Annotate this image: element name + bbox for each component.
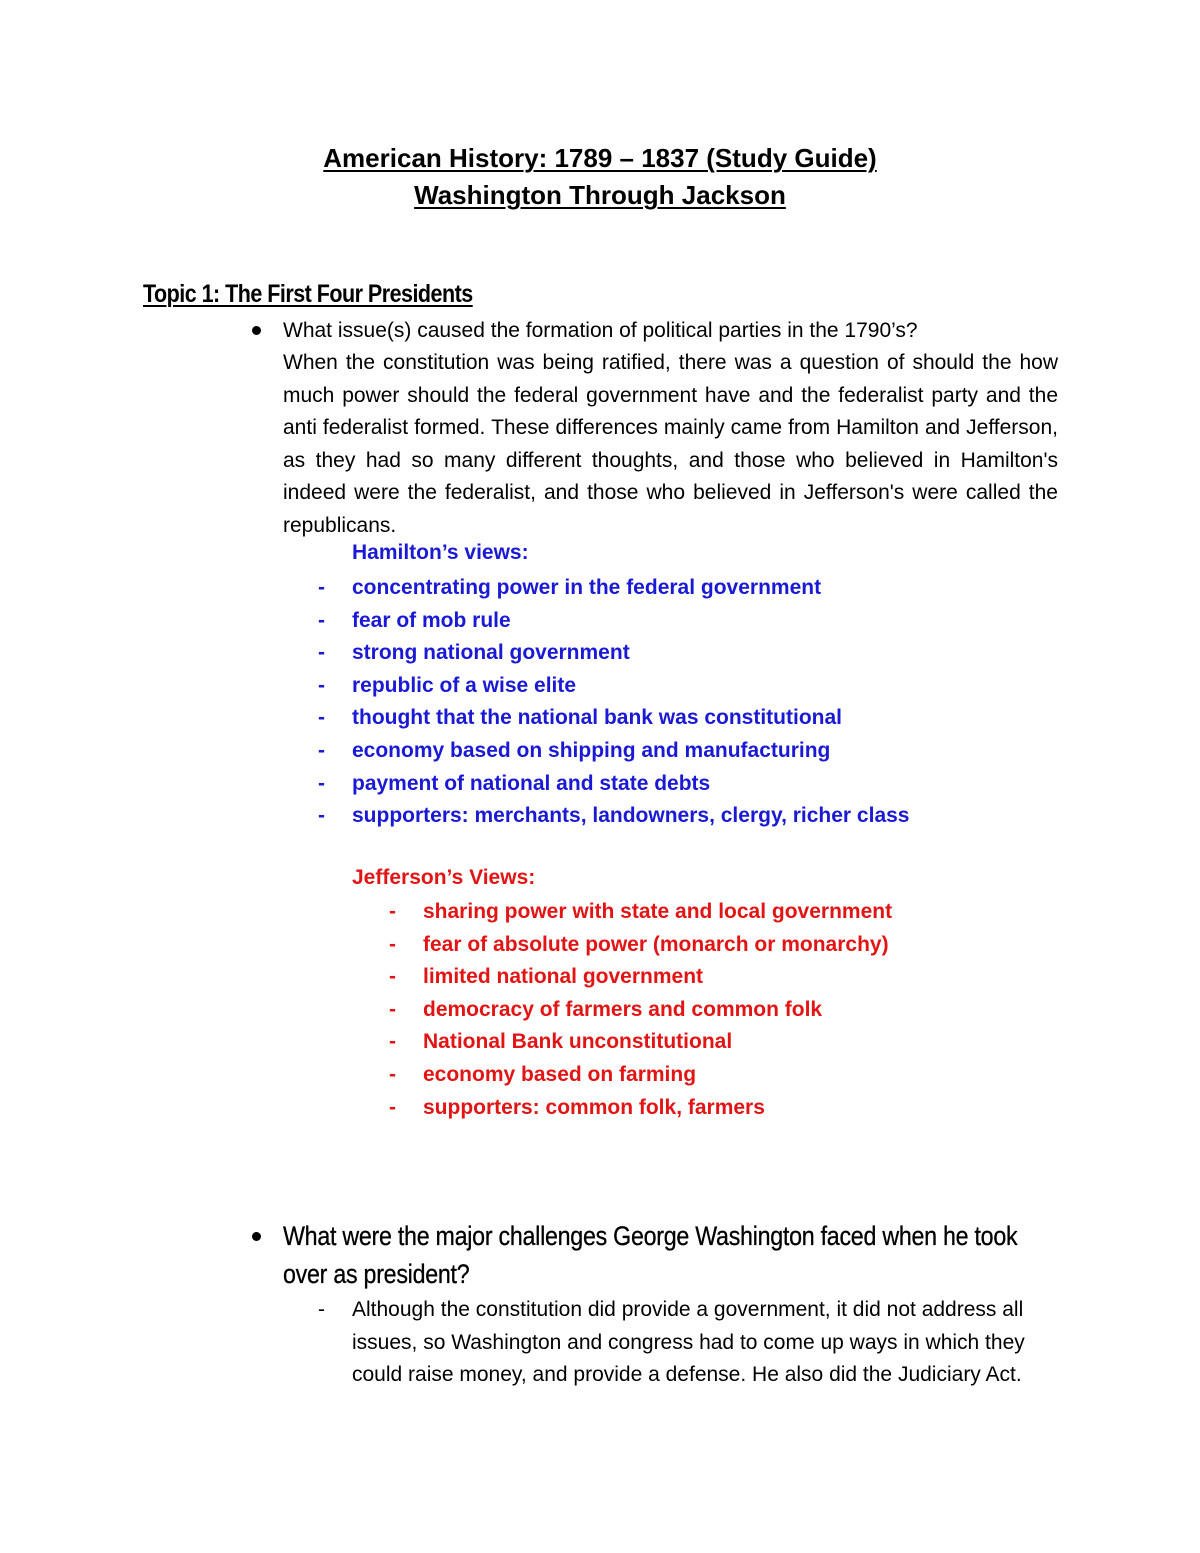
list-item-text: payment of national and state debts bbox=[352, 771, 711, 795]
dash-marker: - bbox=[389, 900, 396, 923]
list-item-text: supporters: common folk, farmers bbox=[423, 1095, 765, 1119]
bullet-icon bbox=[252, 326, 261, 335]
hamilton-views-heading: Hamilton’s views: bbox=[352, 541, 529, 564]
bullet-icon bbox=[252, 1232, 261, 1241]
list-item-text: thought that the national bank was constitutional bbox=[352, 706, 842, 730]
answer-1: When the constitution was being ratified, there was a question of should the how much power should the federal government have and the federalist party and the anti federalist formed. These differences mainly came from Hamilton and Jefferson, as they had so many different thoughts, and those who believed in Hamilton's indeed were the federalist, and those who believed in Jefferson's were called the republicans. bbox=[283, 351, 1058, 537]
dash-marker: - bbox=[389, 1095, 396, 1119]
list-item-text: strong national government bbox=[352, 641, 630, 665]
dash-marker: - bbox=[318, 673, 325, 697]
dash-marker: - bbox=[389, 932, 396, 956]
dash-marker: - bbox=[389, 1062, 396, 1086]
question-1: What issue(s) caused the formation of political parties in the 1790’s? bbox=[283, 319, 918, 342]
dash-marker: - bbox=[318, 706, 325, 730]
dash-marker: - bbox=[318, 771, 325, 795]
list-item-text: economy based on shipping and manufacturing bbox=[352, 738, 831, 762]
list-item-text: fear of mob rule bbox=[352, 608, 511, 632]
list-item-text: concentrating power in the federal government bbox=[352, 576, 822, 599]
jefferson-views-heading: Jefferson’s Views: bbox=[352, 866, 536, 889]
list-item-text: economy based on farming bbox=[423, 1062, 697, 1086]
dash-marker: - bbox=[389, 965, 396, 989]
list-item-text: supporters: merchants, landowners, clergy, richer class bbox=[352, 804, 910, 828]
document-title: American History: 1789 – 1837 (Study Guide) bbox=[323, 143, 877, 173]
list-item-text: sharing power with state and local government bbox=[423, 900, 893, 923]
list-item-text: republic of a wise elite bbox=[352, 673, 577, 697]
answer-2: Although the constitution did provide a government, it did not address all issues, so Washington and congress had to come up ways in which they could raise money, and provide a defense. He also did the Judiciary Act. bbox=[352, 1298, 1025, 1387]
dash-marker: - bbox=[318, 608, 325, 632]
dash-marker: - bbox=[318, 738, 325, 762]
dash-marker: - bbox=[389, 1030, 396, 1054]
dash-marker: - bbox=[318, 641, 325, 665]
dash-marker: - bbox=[318, 576, 325, 599]
list-item-text: fear of absolute power (monarch or monarchy) bbox=[423, 932, 889, 956]
dash-marker: - bbox=[318, 1298, 325, 1321]
question-2: What were the major challenges George Washington faced when he took over as president? bbox=[283, 1221, 1018, 1289]
list-item-text: limited national government bbox=[423, 965, 704, 989]
topic-heading: Topic 1: The First Four Presidents bbox=[143, 280, 473, 308]
list-item-text: democracy of farmers and common folk bbox=[423, 997, 823, 1021]
list-item-text: National Bank unconstitutional bbox=[423, 1030, 733, 1054]
document-subtitle: Washington Through Jackson bbox=[414, 180, 786, 210]
dash-marker: - bbox=[389, 997, 396, 1021]
dash-marker: - bbox=[318, 804, 325, 828]
